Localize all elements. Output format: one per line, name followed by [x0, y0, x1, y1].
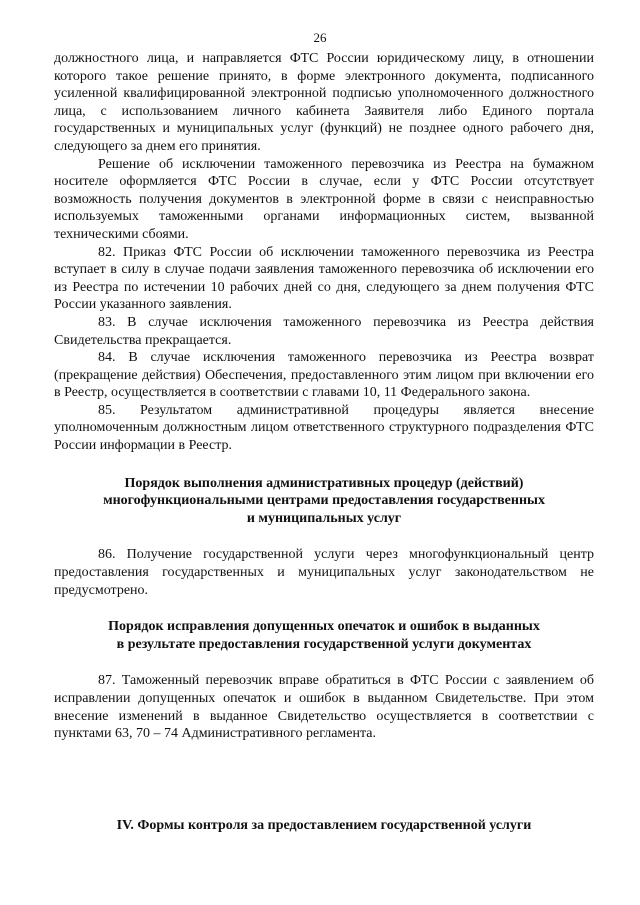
heading-errors: [54, 618, 594, 653]
heading-errors-line2: в результате предоставления государственной услуги документах: [116, 636, 532, 652]
heading-mfc-line1: Порядок выполнения административных процедур (действий): [124, 475, 524, 491]
paragraph-83: 83. В случае исключения таможенного перевозчика из Реестра действия Свидетельства прекращается.: [54, 314, 594, 348]
heading-mfc-line3: и муниципальных услуг: [246, 510, 402, 526]
paragraph-82: 82. Приказ ФТС России об исключении таможенного перевозчика из Реестра вступает в силу в случае подачи заявления таможенного перевозчика об исключении его из Реестра по истечении 10 рабочих дней со дня, следующего за днем получения ФТС России указанного заявления.: [54, 244, 594, 313]
paragraph-85: 85. Результатом административной процедуры является внесение уполномоченным должностным лицом ответственного структурного подразделения ФТС России информации в Реестр.: [54, 402, 594, 454]
page-number: 26: [313, 30, 327, 45]
heading-mfc: [54, 475, 594, 528]
section-heading-iv: IV. Формы контроля за предоставлением государственной услуги: [116, 817, 532, 833]
document-body: [54, 50, 594, 834]
paragraph-84: 84. В случае исключения таможенного перевозчика из Реестра возврат (прекращение действия) Обеспечения, предоставленного этим лицом при включении его в Реестр, осуществляется в соответствии с главами 10, 11 Федерального закона.: [54, 350, 594, 401]
heading-errors-line1: Порядок исправления допущенных опечаток и ошибок в выданных: [108, 619, 540, 635]
paragraph-paper-decision: Решение об исключении таможенного перевозчика из Реестра на бумажном носителе оформляется ФТС России в случае, если у ФТС России отсутствует возможность получения документов в электронной форме в связи с неисправностью используемых таможенными органами информационных систем, вызванной техническими сбоями.: [54, 156, 594, 242]
heading-mfc-line2: многофункциональными центрами предоставления государственных: [103, 493, 545, 509]
paragraph-continuation: должностного лица, и направляется ФТС России юридическому лицу, в отношении которого такое решение принято, в форме электронного документа, подписанного усиленной квалифицированной электронной подписью уполномоченного должностного лица, с использованием личного кабинета Заявителя либо Единого портала государственных и муниципальных услуг (функций) не позднее одного рабочего дня, следующего за днем его принятия.: [54, 51, 594, 154]
paragraph-87: 87. Таможенный перевозчик вправе обратиться в ФТС России с заявлением об исправлении допущенных опечаток и ошибок в выданном Свидетельстве. При этом внесение изменений в выданное Свидетельство осуществляется в соответствии с пунктами 63, 70 – 74 Административного регламента.: [54, 673, 594, 742]
paragraph-86: 86. Получение государственной услуги через многофункциональный центр предоставления государственных и муниципальных услуг законодательством не предусмотрено.: [54, 547, 594, 598]
